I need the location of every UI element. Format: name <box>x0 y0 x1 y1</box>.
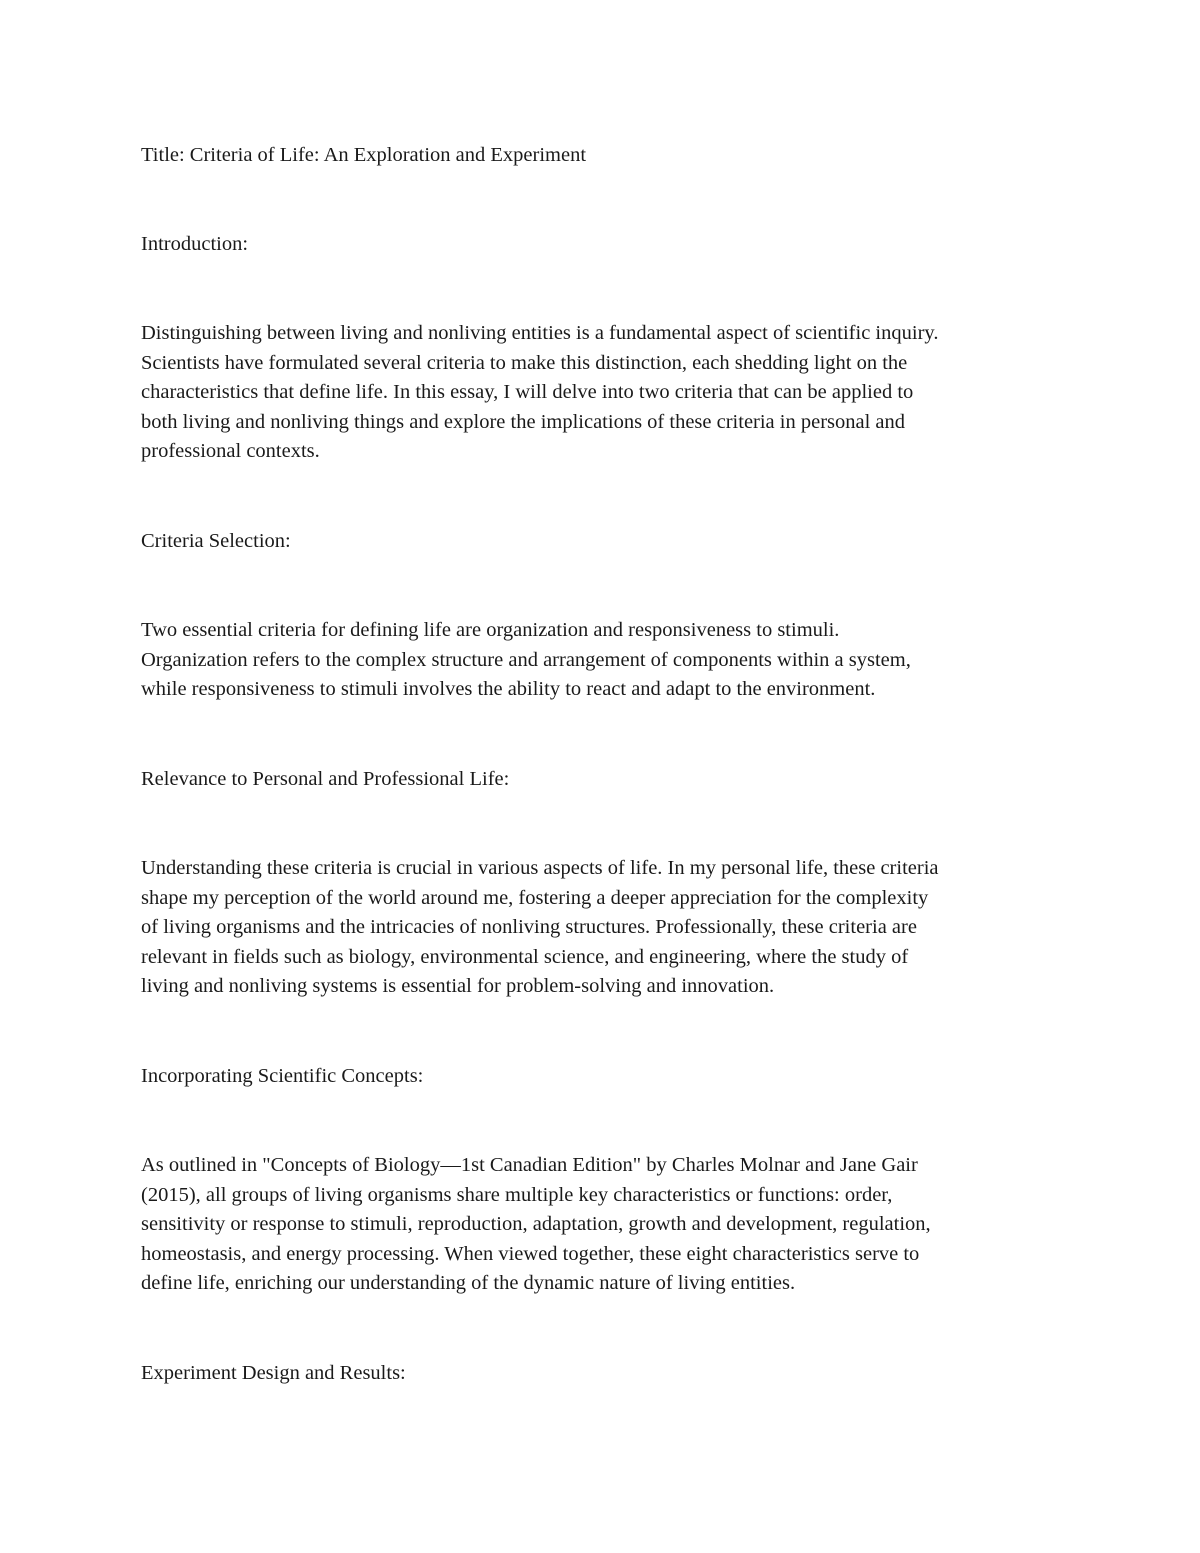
paragraph-line: characteristics that define life. In this essay, I will delve into two criteria that can be applied to <box>141 381 914 404</box>
paragraph-criteria-selection <box>141 616 1066 705</box>
section-heading-criteria-selection: Criteria Selection: <box>141 530 291 552</box>
paragraph-introduction <box>141 319 1066 467</box>
document-title: Title: Criteria of Life: An Exploration and Experiment <box>141 144 587 166</box>
paragraph-line: Two essential criteria for defining life are organization and responsiveness to stimuli. <box>141 619 840 641</box>
paragraph-line: while responsiveness to stimuli involves the ability to react and adapt to the environment. <box>141 678 876 701</box>
paragraph-scientific-concepts <box>141 1151 1066 1299</box>
paragraph-relevance <box>141 854 1066 1002</box>
paragraph-line: living and nonliving systems is essential for problem-solving and innovation. <box>141 975 775 998</box>
paragraph-line: professional contexts. <box>141 440 320 463</box>
section-heading-experiment: Experiment Design and Results: <box>141 1362 406 1384</box>
section-heading-scientific-concepts: Incorporating Scientific Concepts: <box>141 1065 424 1087</box>
paragraph-line: of living organisms and the intricacies of nonliving structures. Professionally, these criteria are <box>141 916 917 939</box>
section-heading-introduction: Introduction: <box>141 233 249 255</box>
paragraph-line: relevant in fields such as biology, environmental science, and engineering, where the study of <box>141 945 909 968</box>
paragraph-line: homeostasis, and energy processing. When viewed together, these eight characteristics serve to <box>141 1242 920 1265</box>
paragraph-line: Scientists have formulated several criteria to make this distinction, each shedding light on the <box>141 351 908 374</box>
paragraph-line: Organization refers to the complex structure and arrangement of components within a system, <box>141 648 911 671</box>
paragraph-line: Understanding these criteria is crucial in various aspects of life. In my personal life, these criteria <box>141 857 939 879</box>
section-heading-relevance: Relevance to Personal and Professional Life: <box>141 768 510 790</box>
paragraph-line: both living and nonliving things and explore the implications of these criteria in personal and <box>141 410 906 433</box>
paragraph-line: (2015), all groups of living organisms share multiple key characteristics or functions: order, <box>141 1183 893 1206</box>
paragraph-line: Distinguishing between living and nonliving entities is a fundamental aspect of scientific inquiry. <box>141 322 939 344</box>
paragraph-line: shape my perception of the world around me, fostering a deeper appreciation for the complexity <box>141 886 929 909</box>
paragraph-line: As outlined in "Concepts of Biology—1st Canadian Edition" by Charles Molnar and Jane Gair <box>141 1154 918 1176</box>
paragraph-line: define life, enriching our understanding of the dynamic nature of living entities. <box>141 1272 796 1295</box>
paragraph-line: sensitivity or response to stimuli, reproduction, adaptation, growth and development, regulation, <box>141 1213 931 1236</box>
